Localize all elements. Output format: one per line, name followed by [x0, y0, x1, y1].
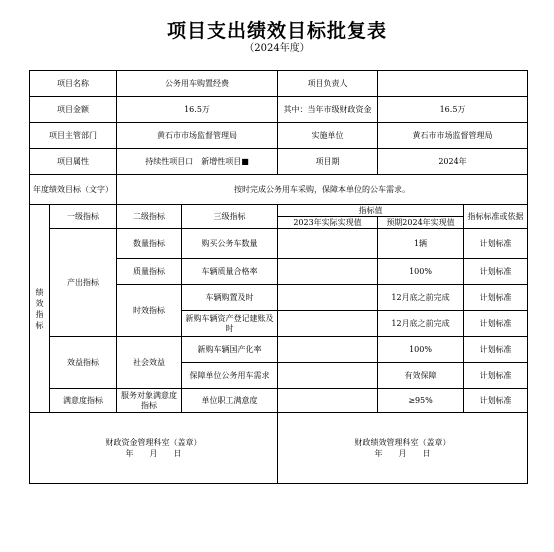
level2-cell: 服务对象满意度指标	[117, 389, 182, 413]
row-amount	[30, 97, 528, 123]
level3-cell: 车辆质量合格率	[182, 259, 278, 285]
prev-value-cell	[278, 259, 378, 285]
prev-value-cell	[278, 311, 378, 337]
standard-cell: 计划标准	[464, 285, 528, 311]
table-row	[30, 229, 528, 259]
standard-cell: 计划标准	[464, 311, 528, 337]
page-subtitle: （2024年度）	[244, 43, 310, 54]
performance-indicators-section-label	[30, 205, 50, 413]
project-name-value: 公务用车购置经费	[117, 71, 278, 97]
target-value-cell: 有效保障	[378, 363, 464, 389]
row-annual-goal	[30, 175, 528, 205]
project-period-value: 2024年	[378, 149, 528, 175]
prev-value-cell	[278, 229, 378, 259]
level3-cell: 新购车辆国产化率	[182, 337, 278, 363]
target-value-cell: 100%	[378, 337, 464, 363]
standard-cell: 计划标准	[464, 337, 528, 363]
level3-cell: 单位职工满意度	[182, 389, 278, 413]
header-2024-expected: 预期2024年实现值	[378, 217, 464, 229]
standard-cell: 计划标准	[464, 363, 528, 389]
annual-goal-label: 年度绩效目标（文字）	[30, 175, 117, 205]
prev-value-cell	[278, 363, 378, 389]
performance-office-sign	[278, 413, 528, 484]
level3-cell: 购买公务车数量	[182, 229, 278, 259]
finance-fund-office-sign	[30, 413, 278, 484]
annual-goal-text: 按时完成公务用车采购，保障本单位的公车需求。	[117, 175, 528, 205]
standard-cell: 计划标准	[464, 259, 528, 285]
fiscal-funds-label: 其中：当年市级财政资金	[278, 97, 378, 123]
prev-value-cell	[278, 285, 378, 311]
level1-satisfaction: 满意度指标	[50, 389, 117, 413]
level3-cell: 保障单位公务用车需求	[182, 363, 278, 389]
project-attribute-value: 持续性项目口 新增性项目■	[117, 149, 278, 175]
header-level3: 三级指标	[182, 205, 278, 229]
signature-row	[30, 413, 528, 484]
level2-cell: 数量指标	[117, 229, 182, 259]
header-2023-actual: 2023年实际实现值	[278, 217, 378, 229]
level3-cell: 车辆购置及时	[182, 285, 278, 311]
target-value-cell: 12月底之前完成	[378, 311, 464, 337]
project-attribute-label: 项目属性	[30, 149, 117, 175]
row-attribute	[30, 149, 528, 175]
project-amount-value: 16.5万	[117, 97, 278, 123]
target-value-cell: 12月底之前完成	[378, 285, 464, 311]
header-level1: 一级指标	[50, 205, 117, 229]
finance-fund-office-date: 年 月 日	[125, 449, 182, 458]
target-value-cell: 100%	[378, 259, 464, 285]
level2-cell: 时效指标	[117, 285, 182, 337]
performance-office-date: 年 月 日	[374, 449, 431, 458]
prev-value-cell	[278, 337, 378, 363]
row-project-name	[30, 71, 528, 97]
project-leader-label: 项目负责人	[278, 71, 378, 97]
level1-benefit: 效益指标	[50, 337, 117, 389]
project-leader-value	[378, 71, 528, 97]
level1-output: 产出指标	[50, 229, 117, 337]
finance-fund-office-name: 财政资金管理科室（盖章）	[105, 438, 202, 447]
implementing-unit-label: 实施单位	[278, 123, 378, 149]
fiscal-funds-value: 16.5万	[378, 97, 528, 123]
target-value-cell: ≥95%	[378, 389, 464, 413]
performance-office-name: 财政绩效管理科室（盖章）	[354, 438, 451, 447]
standard-cell: 计划标准	[464, 389, 528, 413]
header-level2: 二级指标	[117, 205, 182, 229]
level2-cell: 质量指标	[117, 259, 182, 285]
department-label: 项目主管部门	[30, 123, 117, 149]
prev-value-cell	[278, 389, 378, 413]
project-amount-label: 项目金额	[30, 97, 117, 123]
header-standard: 指标标准或依据	[464, 205, 528, 229]
level3-cell: 新购车辆资产登记建账及时	[182, 311, 278, 337]
row-department	[30, 123, 528, 149]
approval-table	[29, 70, 528, 484]
target-value-cell: 1辆	[378, 229, 464, 259]
page-title: 项目支出绩效目标批复表	[166, 20, 387, 42]
standard-cell: 计划标准	[464, 229, 528, 259]
indicator-header-row	[30, 205, 528, 217]
project-period-label: 项目期	[278, 149, 378, 175]
header-indicator-value: 指标值	[278, 205, 464, 217]
section-label-text: 绩效指标	[35, 287, 44, 330]
department-value: 黄石市市场监督管理局	[117, 123, 278, 149]
table-row	[30, 389, 528, 413]
implementing-unit-value: 黄石市市场监督管理局	[378, 123, 528, 149]
table-row	[30, 337, 528, 363]
project-name-label: 项目名称	[30, 71, 117, 97]
level2-cell: 社会效益	[117, 337, 182, 389]
